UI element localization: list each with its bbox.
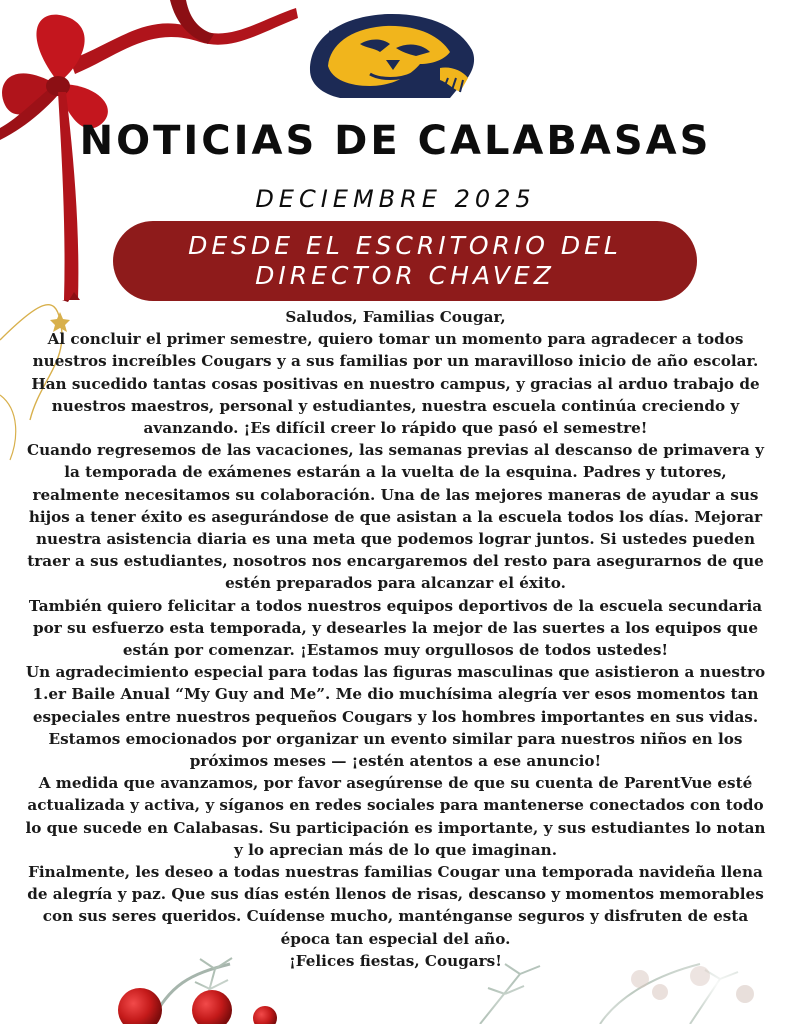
letter-paragraph: A medida que avanzamos, por favor asegúrense de que su cuenta de ParentVue esté actualizada y activa, y síganos en redes sociales para mantenerse conectados con todo lo que sucede en Calabasas. Su participación es importante, y sus estudiantes lo notan y lo aprecian más de lo que imaginan. bbox=[25, 774, 766, 859]
cougar-mascot-logo-icon bbox=[300, 8, 485, 100]
banner-label: DESDE EL ESCRITORIO DEL DIRECTOR CHAVEZ bbox=[188, 231, 622, 290]
letter-paragraph: Finalmente, les deseo a todas nuestras familias Cougar una temporada navideña llena de alegría y paz. Que sus días estén llenos de risas, descanso y momentos memorables con sus seres queridos. Cuídense mucho, manténganse seguros y disfruten de esta época tan especial del año. bbox=[27, 863, 764, 948]
newsletter-title: NOTICIAS DE CALABASAS bbox=[79, 118, 712, 164]
letter-paragraph: Cuando regresemos de las vacaciones, las semanas previas al descanso de primavera y la temporada de exámenes estarán a la vuelta de la esquina. Padres y tutores, realmente necesitamos su colaboración. Una de las mejores maneras de ayudar a sus hijos a tener éxito es asegurándose de que asistan a la escuela todos los días. Mejorar nuestra asistencia diaria es una meta que podemos lograr juntos. Si ustedes pueden traer a sus estudiantes, nosotros nos encargaremos del resto para asegurarnos de que estén preparados para alcanzar el éxito. bbox=[27, 441, 764, 593]
issue-date: DECIEMBRE 2025 bbox=[255, 185, 536, 213]
letter-paragraph: Al concluir el primer semestre, quiero tomar un momento para agradecer a todos nuestros increíbles Cougars y a sus familias por un maravilloso inicio de año escolar. Han sucedido tantas cosas positivas en nuestro campus, y gracias al arduo trabajo de nuestros maestros, personal y estudiantes, nuestra escuela continúa creciendo y avanzando. ¡Es difícil creer lo rápido que pasó el semestre! bbox=[31, 330, 760, 438]
letter-greeting: Saludos, Familias Cougar, bbox=[285, 308, 506, 326]
letter-body bbox=[20, 306, 771, 972]
letter-paragraph: También quiero felicitar a todos nuestros equipos deportivos de la escuela secundaria por su esfuerzo esta temporada, y desearles la mejor de las suertes a los equipos que están por comenzar. ¡Estamos muy orgullosos de todos ustedes! bbox=[28, 596, 763, 660]
section-banner bbox=[113, 221, 697, 301]
letter-closing: ¡Felices fiestas, Cougars! bbox=[289, 951, 502, 970]
letter-paragraph: Un agradecimiento especial para todas las figuras masculinas que asistieron a nuestro 1.er Baile Anual “My Guy and Me”. Me dio muchísima alegría ver esos momentos tan especiales entre nuestros pequeños Cougars y los hombres importantes en sus vidas. Estamos emocionados por organizar un evento similar para nuestros niños en los próximos meses — ¡estén atentos a ese anuncio! bbox=[25, 663, 766, 771]
